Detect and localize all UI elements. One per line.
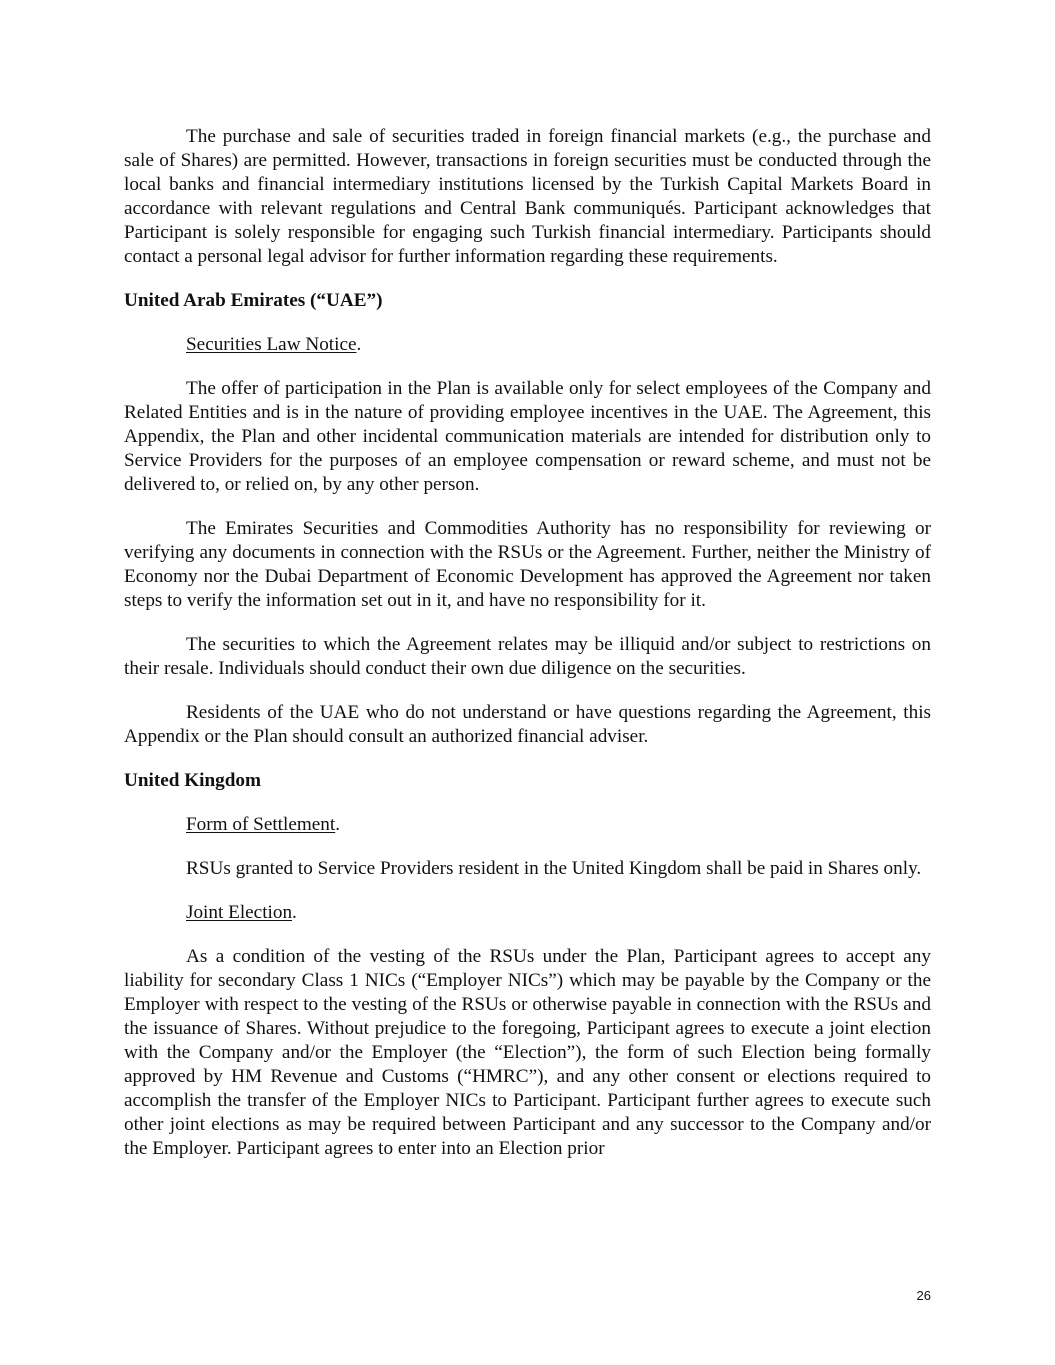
uae-offer-paragraph: The offer of participation in the Plan is available only for select employees of the Company and Related Entities and is in the nature of providing employee incentives in the UAE. The Agreement, this Appendix, the Plan and other incidental communication materials are intended for distribution only to Service Providers for the purposes of an employee compensation or reward scheme, and must not be delivered to, or relied on, by any other person. <box>124 378 931 495</box>
uk-heading: United Kingdom <box>124 770 262 791</box>
uae-heading: United Arab Emirates (“UAE”) <box>124 290 383 311</box>
document-body <box>124 125 931 1181</box>
uk-form-of-settlement-heading: Form of Settlement. <box>186 814 341 835</box>
uae-securities-law-notice-heading: Securities Law Notice. <box>186 334 362 355</box>
uae-authority-paragraph: The Emirates Securities and Commodities Authority has no responsibility for reviewing or verifying any documents in connection with the RSUs or the Agreement. Further, neither the Ministry of Economy nor the Dubai Department of Economic Development has approved the Agreement nor taken steps to verify the information set out in it, and have no responsibility for it. <box>124 518 931 611</box>
uae-securities-law-notice-label: Securities Law Notice <box>186 334 357 355</box>
uk-form-of-settlement-label: Form of Settlement <box>186 814 336 835</box>
uae-illiquid-paragraph: The securities to which the Agreement relates may be illiquid and/or subject to restrictions on their resale. Individuals should conduct their own due diligence on the securities. <box>124 634 931 679</box>
page-number: 26 <box>916 1288 931 1303</box>
uk-joint-election-paragraph: As a condition of the vesting of the RSUs under the Plan, Participant agrees to accept any liability for secondary Class 1 NICs (“Employer NICs”) which may be payable by the Company or the Employer with respect to the vesting of the RSUs or otherwise payable in connection with the RSUs and the issuance of Shares. Without prejudice to the foregoing, Participant agrees to execute a joint election with the Company and/or the Employer (the “Election”), the form of such Election being formally approved by HM Revenue and Customs (“HMRC”), and any other consent or elections required to accomplish the transfer of the Employer NICs to Participant. Participant further agrees to execute such other joint elections as may be required between Participant and any successor to the Company and/or the Employer. Participant agrees to enter into an Election prior <box>124 946 931 1159</box>
turkey-securities-paragraph: The purchase and sale of securities traded in foreign financial markets (e.g., the purchase and sale of Shares) are permitted. However, transactions in foreign securities must be conducted through the local banks and financial intermediary institutions licensed by the Turkish Capital Markets Board in accordance with relevant regulations and Central Bank communiqués. Participant acknowledges that Participant is solely responsible for engaging such Turkish financial intermediary. Participants should contact a personal legal advisor for further information regarding these requirements. <box>124 126 931 267</box>
uk-joint-election-label: Joint Election <box>186 902 293 923</box>
uk-joint-election-heading: Joint Election. <box>186 902 297 923</box>
uk-settlement-paragraph: RSUs granted to Service Providers resident in the United Kingdom shall be paid in Shares only. <box>186 858 922 879</box>
uae-residents-paragraph: Residents of the UAE who do not understand or have questions regarding the Agreement, this Appendix or the Plan should consult an authorized financial adviser. <box>124 702 931 747</box>
